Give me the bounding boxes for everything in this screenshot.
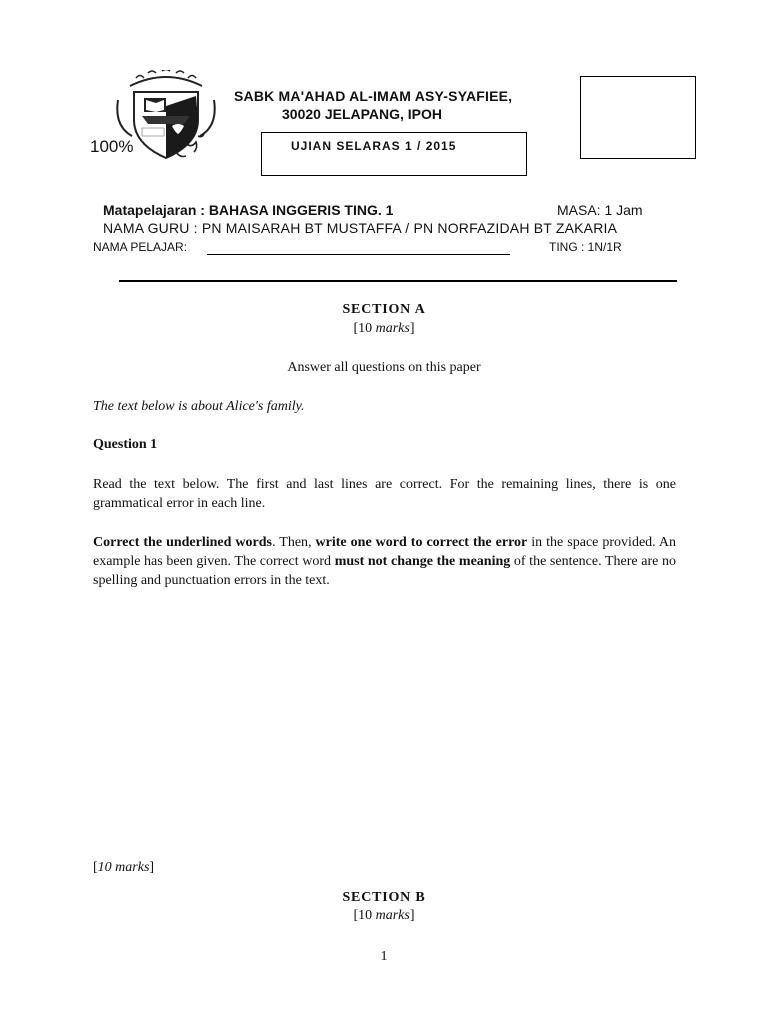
header-divider: [119, 280, 677, 282]
school-name: SABK MA'AHAD AL-IMAM ASY-SYAFIEE,: [234, 88, 513, 104]
section-b-marks: [10 marks]: [353, 908, 415, 923]
exam-title: UJIAN SELARAS 1 / 2015: [291, 139, 457, 153]
question-heading: Question 1: [93, 437, 158, 452]
student-name-blank[interactable]: [207, 254, 510, 255]
section-a-title: SECTION A: [342, 302, 426, 317]
class-label: TING : 1N/1R: [549, 240, 622, 254]
subject-line: Matapelajaran : BAHASA INGGERIS TING. 1: [103, 202, 394, 218]
score-box: [580, 76, 696, 159]
time-allowed: MASA: 1 Jam: [557, 202, 643, 218]
section-b-title: SECTION B: [342, 890, 426, 905]
text-intro: The text below is about Alice's family.: [93, 399, 305, 414]
school-address: 30020 JELAPANG, IPOH: [282, 106, 443, 122]
instruction-text: Answer all questions on this paper: [287, 360, 481, 375]
student-name-label: NAMA PELAJAR:: [93, 240, 188, 254]
section-a-marks: [10 marks]: [353, 321, 415, 336]
question-instructions-1: Read the text below. The first and last lines are correct. For the remaining lines, there is one grammatical error in each line.: [93, 477, 676, 511]
page-number: 1: [380, 949, 388, 964]
score-percentage: 100%: [90, 137, 134, 156]
teacher-names: NAMA GURU : PN MAISARAH BT MUSTAFFA / PN NORFAZIDAH BT ZAKARIA: [103, 220, 618, 236]
question-total-marks: [10 marks]: [93, 860, 155, 875]
question-instructions-2: Correct the underlined words. Then, write one word to correct the error in the space provided. An example has been given. The correct word must not change the meaning of the sentence. There are no spelling and punctuation errors in the text.: [93, 535, 677, 588]
